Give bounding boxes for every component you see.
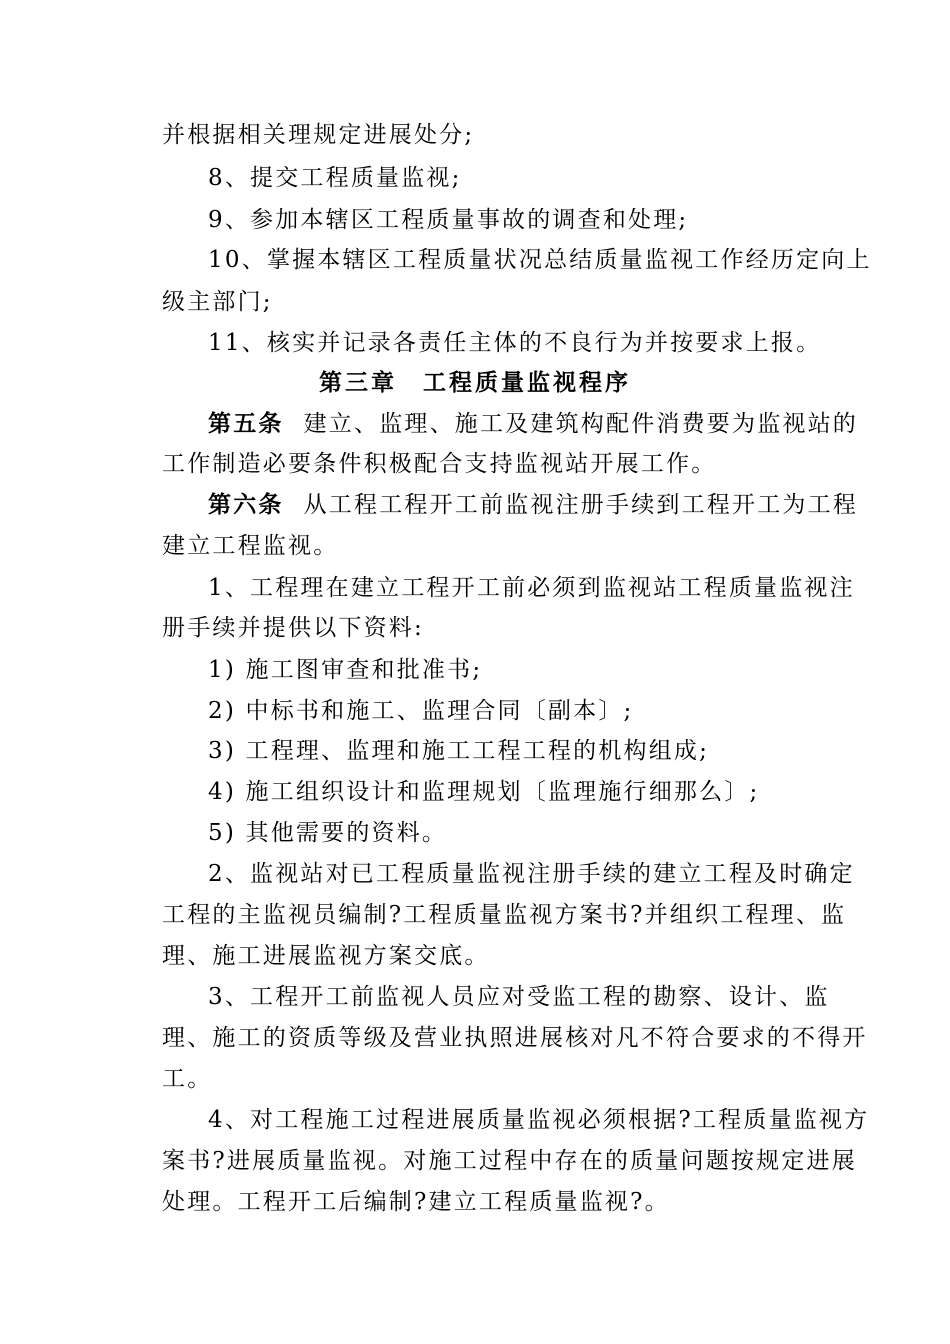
article-6-first-line [208, 490, 859, 520]
list-item: 9、参加本辖区工程质量事故的调查和处理; [208, 207, 689, 233]
list-item: 1) 施工图审查和批准书; [208, 657, 483, 683]
list-item: 8、提交工程质量监视; [208, 165, 462, 191]
list-item: 3、工程开工前监视人员应对受监工程的勘察、设计、监 [208, 984, 830, 1010]
list-item: 10、掌握本辖区工程质量状况总结质量监视工作经历定向上 [208, 247, 872, 273]
list-item: 5) 其他需要的资料。 [208, 820, 448, 846]
text-line: 理、施工进展监视方案交底。 [162, 943, 490, 969]
text-line: 工程的主监视员编制?工程质量监视方案书?并组织工程理、监 [162, 902, 847, 928]
chapter-heading [0, 368, 950, 398]
text-line: 案书?进展质量监视。对施工过程中存在的质量问题按规定进展 [162, 1148, 857, 1174]
text-line: 建立工程监视。 [162, 533, 339, 559]
list-item: 3) 工程理、监理和施工工程工程的机构组成; [208, 738, 710, 764]
list-item: 2、监视站对已工程质量监视注册手续的建立工程及时确定 [208, 861, 855, 887]
article-6-text: 从工程工程开工前监视注册手续到工程开工为工程 [303, 492, 859, 518]
article-5-first-line [208, 409, 859, 439]
list-item: 1、工程理在建立工程开工前必须到监视站工程质量监视注 [208, 575, 855, 601]
text-line: 工。 [162, 1066, 213, 1092]
text-line: 工作制造必要条件积极配合支持监视站开展工作。 [162, 451, 717, 477]
text-line: 理、施工的资质等级及营业执照进展核对凡不符合要求的不得开 [162, 1025, 868, 1051]
list-item: 11、核实并记录各责任主体的不良行为并按要求上报。 [208, 330, 822, 356]
article-5-text: 建立、监理、施工及建筑构配件消费要为监视站的 [303, 411, 859, 437]
chapter-title: 工程质量监视程序 [423, 369, 631, 396]
text-line: 并根据相关理规定进展处分; [162, 122, 475, 148]
article-5-label: 第五条 [208, 410, 284, 437]
list-item: 2) 中标书和施工、监理合同〔副本〕; [208, 698, 634, 724]
text-line: 级主部门; [162, 289, 273, 315]
text-line: 册手续并提供以下资料: [162, 615, 424, 641]
list-item: 4) 施工组织设计和监理规划〔监理施行细那么〕; [208, 779, 760, 805]
text-line: 处理。工程开工后编制?建立工程质量监视?。 [162, 1189, 670, 1215]
article-6-label: 第六条 [208, 491, 284, 518]
list-item: 4、对工程施工过程进展质量监视必须根据?工程质量监视方 [208, 1107, 870, 1133]
chapter-number: 第三章 [319, 369, 397, 396]
